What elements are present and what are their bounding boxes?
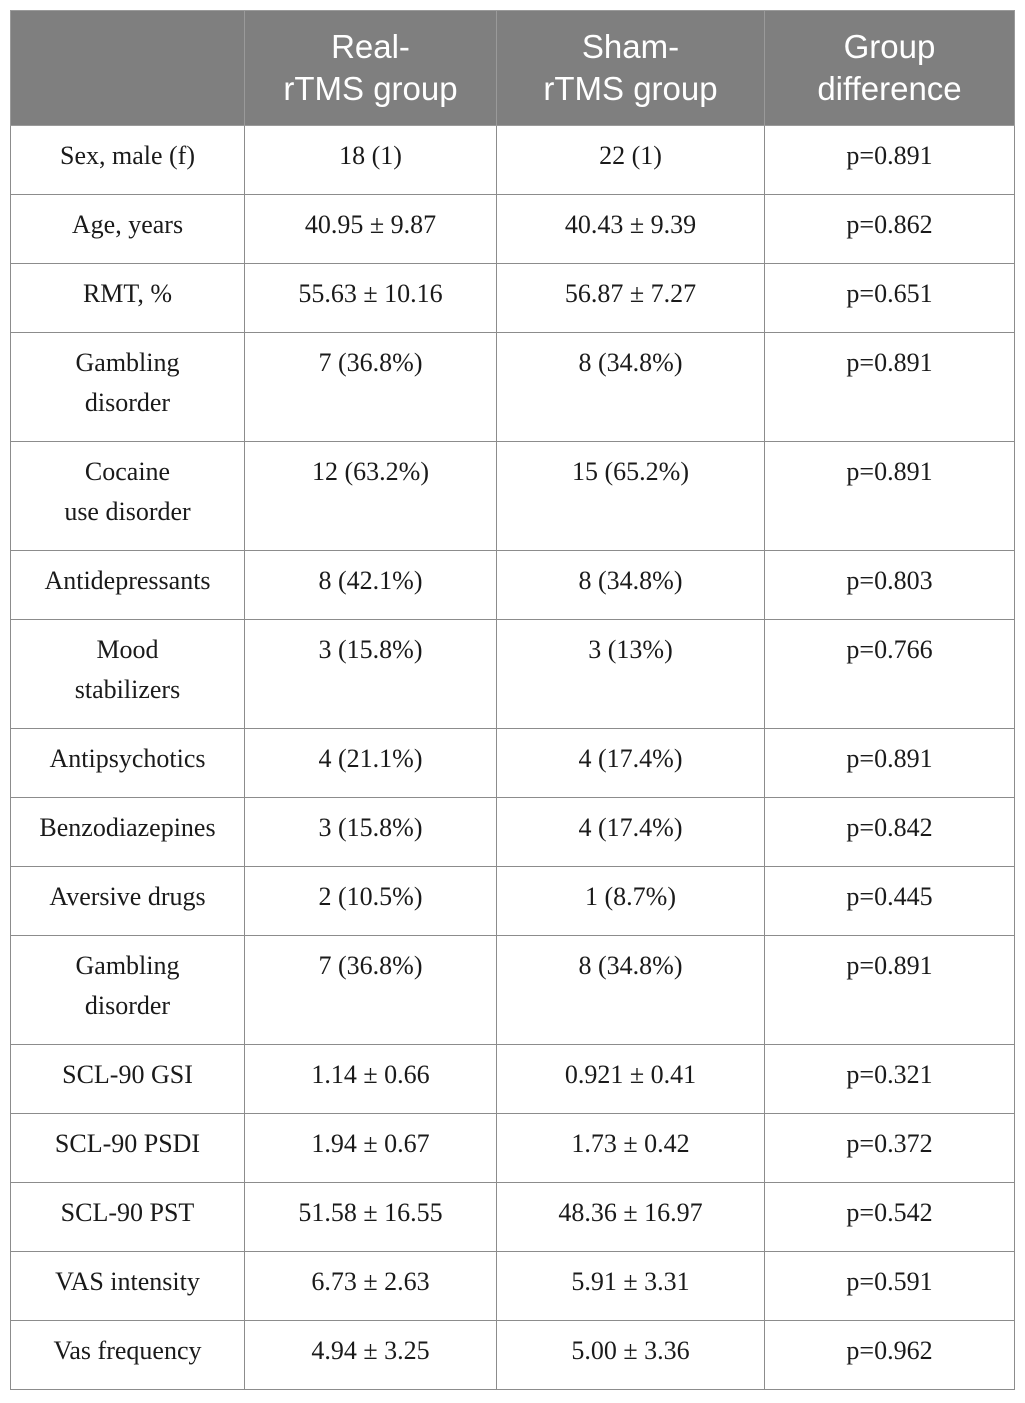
real-value: 4.94 ± 3.25 [245, 1321, 497, 1390]
header-sham-line2: rTMS group [543, 70, 718, 107]
sham-value: 22 (1) [497, 126, 765, 195]
header-diff-line1: Group [843, 28, 936, 65]
sham-value: 5.00 ± 3.36 [497, 1321, 765, 1390]
header-group-difference [765, 11, 1015, 126]
p-value: p=0.651 [765, 264, 1015, 333]
p-value: p=0.962 [765, 1321, 1015, 1390]
row-label: VAS intensity [11, 1252, 245, 1321]
row-label [11, 442, 245, 551]
p-value: p=0.766 [765, 620, 1015, 729]
real-value: 12 (63.2%) [245, 442, 497, 551]
real-value: 1.94 ± 0.67 [245, 1114, 497, 1183]
demographics-table [10, 10, 1015, 1390]
row-label: Sex, male (f) [11, 126, 245, 195]
table-row [11, 798, 1015, 867]
p-value: p=0.891 [765, 333, 1015, 442]
row-label: Benzodiazepines [11, 798, 245, 867]
header-real-line1: Real- [331, 28, 410, 65]
table-row [11, 1183, 1015, 1252]
row-label: SCL-90 GSI [11, 1045, 245, 1114]
p-value: p=0.842 [765, 798, 1015, 867]
p-value: p=0.891 [765, 442, 1015, 551]
row-label [11, 936, 245, 1045]
table-row [11, 551, 1015, 620]
row-label [11, 620, 245, 729]
p-value: p=0.891 [765, 729, 1015, 798]
table-row [11, 936, 1015, 1045]
header-row [11, 11, 1015, 126]
real-value: 7 (36.8%) [245, 333, 497, 442]
table-row [11, 442, 1015, 551]
sham-value: 5.91 ± 3.31 [497, 1252, 765, 1321]
row-label-line1: Mood [96, 635, 159, 664]
row-label-line2: stabilizers [74, 675, 181, 704]
table-row [11, 867, 1015, 936]
sham-value: 8 (34.8%) [497, 333, 765, 442]
real-value: 18 (1) [245, 126, 497, 195]
real-value: 1.14 ± 0.66 [245, 1045, 497, 1114]
row-label: Age, years [11, 195, 245, 264]
sham-value: 48.36 ± 16.97 [497, 1183, 765, 1252]
sham-value: 40.43 ± 9.39 [497, 195, 765, 264]
real-value: 51.58 ± 16.55 [245, 1183, 497, 1252]
p-value: p=0.445 [765, 867, 1015, 936]
row-label-line2: disorder [84, 388, 171, 417]
row-label: RMT, % [11, 264, 245, 333]
header-sham-rtms-group [497, 11, 765, 126]
sham-value: 56.87 ± 7.27 [497, 264, 765, 333]
sham-value: 8 (34.8%) [497, 936, 765, 1045]
sham-value: 8 (34.8%) [497, 551, 765, 620]
real-value: 3 (15.8%) [245, 798, 497, 867]
real-value: 4 (21.1%) [245, 729, 497, 798]
p-value: p=0.372 [765, 1114, 1015, 1183]
table-row [11, 264, 1015, 333]
sham-value: 1 (8.7%) [497, 867, 765, 936]
sham-value: 1.73 ± 0.42 [497, 1114, 765, 1183]
sham-value: 0.921 ± 0.41 [497, 1045, 765, 1114]
header-empty-cell [11, 11, 245, 126]
table-row [11, 126, 1015, 195]
sham-value: 3 (13%) [497, 620, 765, 729]
table-row [11, 1252, 1015, 1321]
real-value: 6.73 ± 2.63 [245, 1252, 497, 1321]
real-value: 3 (15.8%) [245, 620, 497, 729]
real-value: 2 (10.5%) [245, 867, 497, 936]
row-label-line2: disorder [84, 991, 171, 1020]
p-value: p=0.542 [765, 1183, 1015, 1252]
header-real-rtms-group [245, 11, 497, 126]
p-value: p=0.891 [765, 936, 1015, 1045]
table-row [11, 195, 1015, 264]
table-header [11, 11, 1015, 126]
p-value: p=0.803 [765, 551, 1015, 620]
row-label: SCL-90 PSDI [11, 1114, 245, 1183]
table-row [11, 1114, 1015, 1183]
real-value: 8 (42.1%) [245, 551, 497, 620]
real-value: 7 (36.8%) [245, 936, 497, 1045]
header-real-line2: rTMS group [283, 70, 458, 107]
sham-value: 4 (17.4%) [497, 729, 765, 798]
p-value: p=0.591 [765, 1252, 1015, 1321]
p-value: p=0.862 [765, 195, 1015, 264]
header-sham-line1: Sham- [581, 28, 680, 65]
row-label: Antipsychotics [11, 729, 245, 798]
table-row [11, 1321, 1015, 1390]
p-value: p=0.891 [765, 126, 1015, 195]
table-row [11, 729, 1015, 798]
table-row [11, 1045, 1015, 1114]
row-label-line2: use disorder [64, 497, 191, 526]
sham-value: 4 (17.4%) [497, 798, 765, 867]
real-value: 55.63 ± 10.16 [245, 264, 497, 333]
sham-value: 15 (65.2%) [497, 442, 765, 551]
row-label: Vas frequency [11, 1321, 245, 1390]
row-label: SCL-90 PST [11, 1183, 245, 1252]
row-label-line1: Gambling [75, 951, 180, 980]
p-value: p=0.321 [765, 1045, 1015, 1114]
header-diff-line2: difference [817, 70, 962, 107]
row-label: Antidepressants [11, 551, 245, 620]
table-row [11, 620, 1015, 729]
table-body [11, 126, 1015, 1390]
table-row [11, 333, 1015, 442]
row-label-line1: Gambling [75, 348, 180, 377]
row-label-line1: Cocaine [84, 457, 171, 486]
real-value: 40.95 ± 9.87 [245, 195, 497, 264]
row-label [11, 333, 245, 442]
row-label: Aversive drugs [11, 867, 245, 936]
